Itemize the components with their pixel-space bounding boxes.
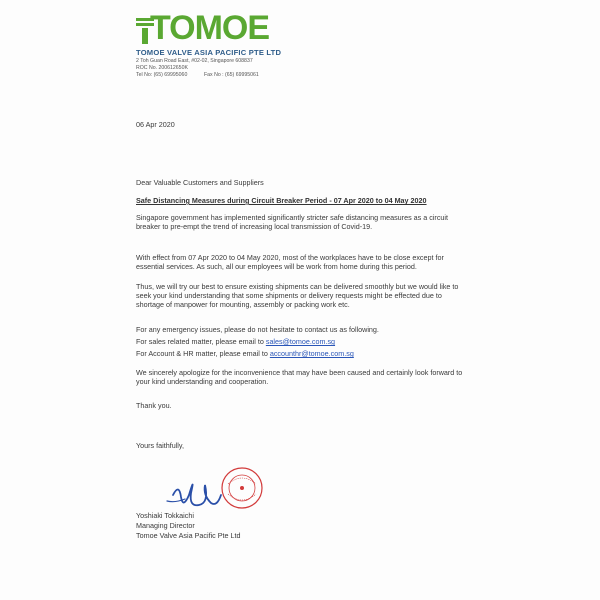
salutation: Dear Valuable Customers and Suppliers [136,178,264,187]
closing: Yours faithfully, [136,441,184,450]
emergency-line: For any emergency issues, please do not hesitate to contact us as following. [136,325,379,334]
company-logo [136,9,296,47]
letter-subject: Safe Distancing Measures during Circuit Breaker Period - 07 Apr 2020 to 04 May 2020 [136,196,427,205]
sales-label: For sales related matter, please email to [136,337,266,346]
signatory-company: Tomoe Valve Asia Pacific Pte Ltd [136,531,241,540]
paragraph-1: Singapore government has implemented significantly stricter safe distancing measures as a circuit breaker to pre-empt the trend of increasing local transmission of Covid-19. [136,213,449,232]
company-roc: ROC No. 200612650K [136,65,188,71]
sales-contact [136,337,335,346]
signatory-title: Managing Director [136,521,195,530]
letter-date: 06 Apr 2020 [136,120,175,129]
signatory-name: Yoshiaki Tokkaichi [136,511,194,520]
company-address: 2 Toh Guan Road East, #02-02, Singapore 608837 [136,58,253,64]
company-fax: Fax No : (65) 69995061 [204,72,259,78]
paragraph-2: With effect from 07 Apr 2020 to 04 May 2020, most of the workplaces have to be close except for essential services. As such, all our employees will be work from home during this period. [136,253,444,272]
sales-email-link[interactable]: sales@tomoe.com.sg [265,337,336,346]
company-seal-icon [220,466,264,510]
logo-text: TOMOE [150,9,270,47]
company-tel: Tel No: (65) 69995060 [136,72,188,78]
paragraph-5: We sincerely apologize for the inconvenience that may have been caused and certainly look forward to your kind understanding and cooperation. [136,368,463,387]
account-email-link[interactable]: accounthr@tomoe.com.sg [269,349,354,358]
paragraph-3: Thus, we will try our best to ensure existing shipments can be delivered smoothly but we would like to seek your kind understanding that some shipments or delivery requests might be effected due to shortage of manpower for mounting, assembly or packing work etc. [136,282,459,310]
account-contact [136,349,354,358]
account-label: For Account & HR matter, please email to [136,349,270,358]
signature-icon [165,465,225,515]
thank-you: Thank you. [136,401,172,410]
company-name: TOMOE VALVE ASIA PACIFIC PTE LTD [136,48,282,57]
